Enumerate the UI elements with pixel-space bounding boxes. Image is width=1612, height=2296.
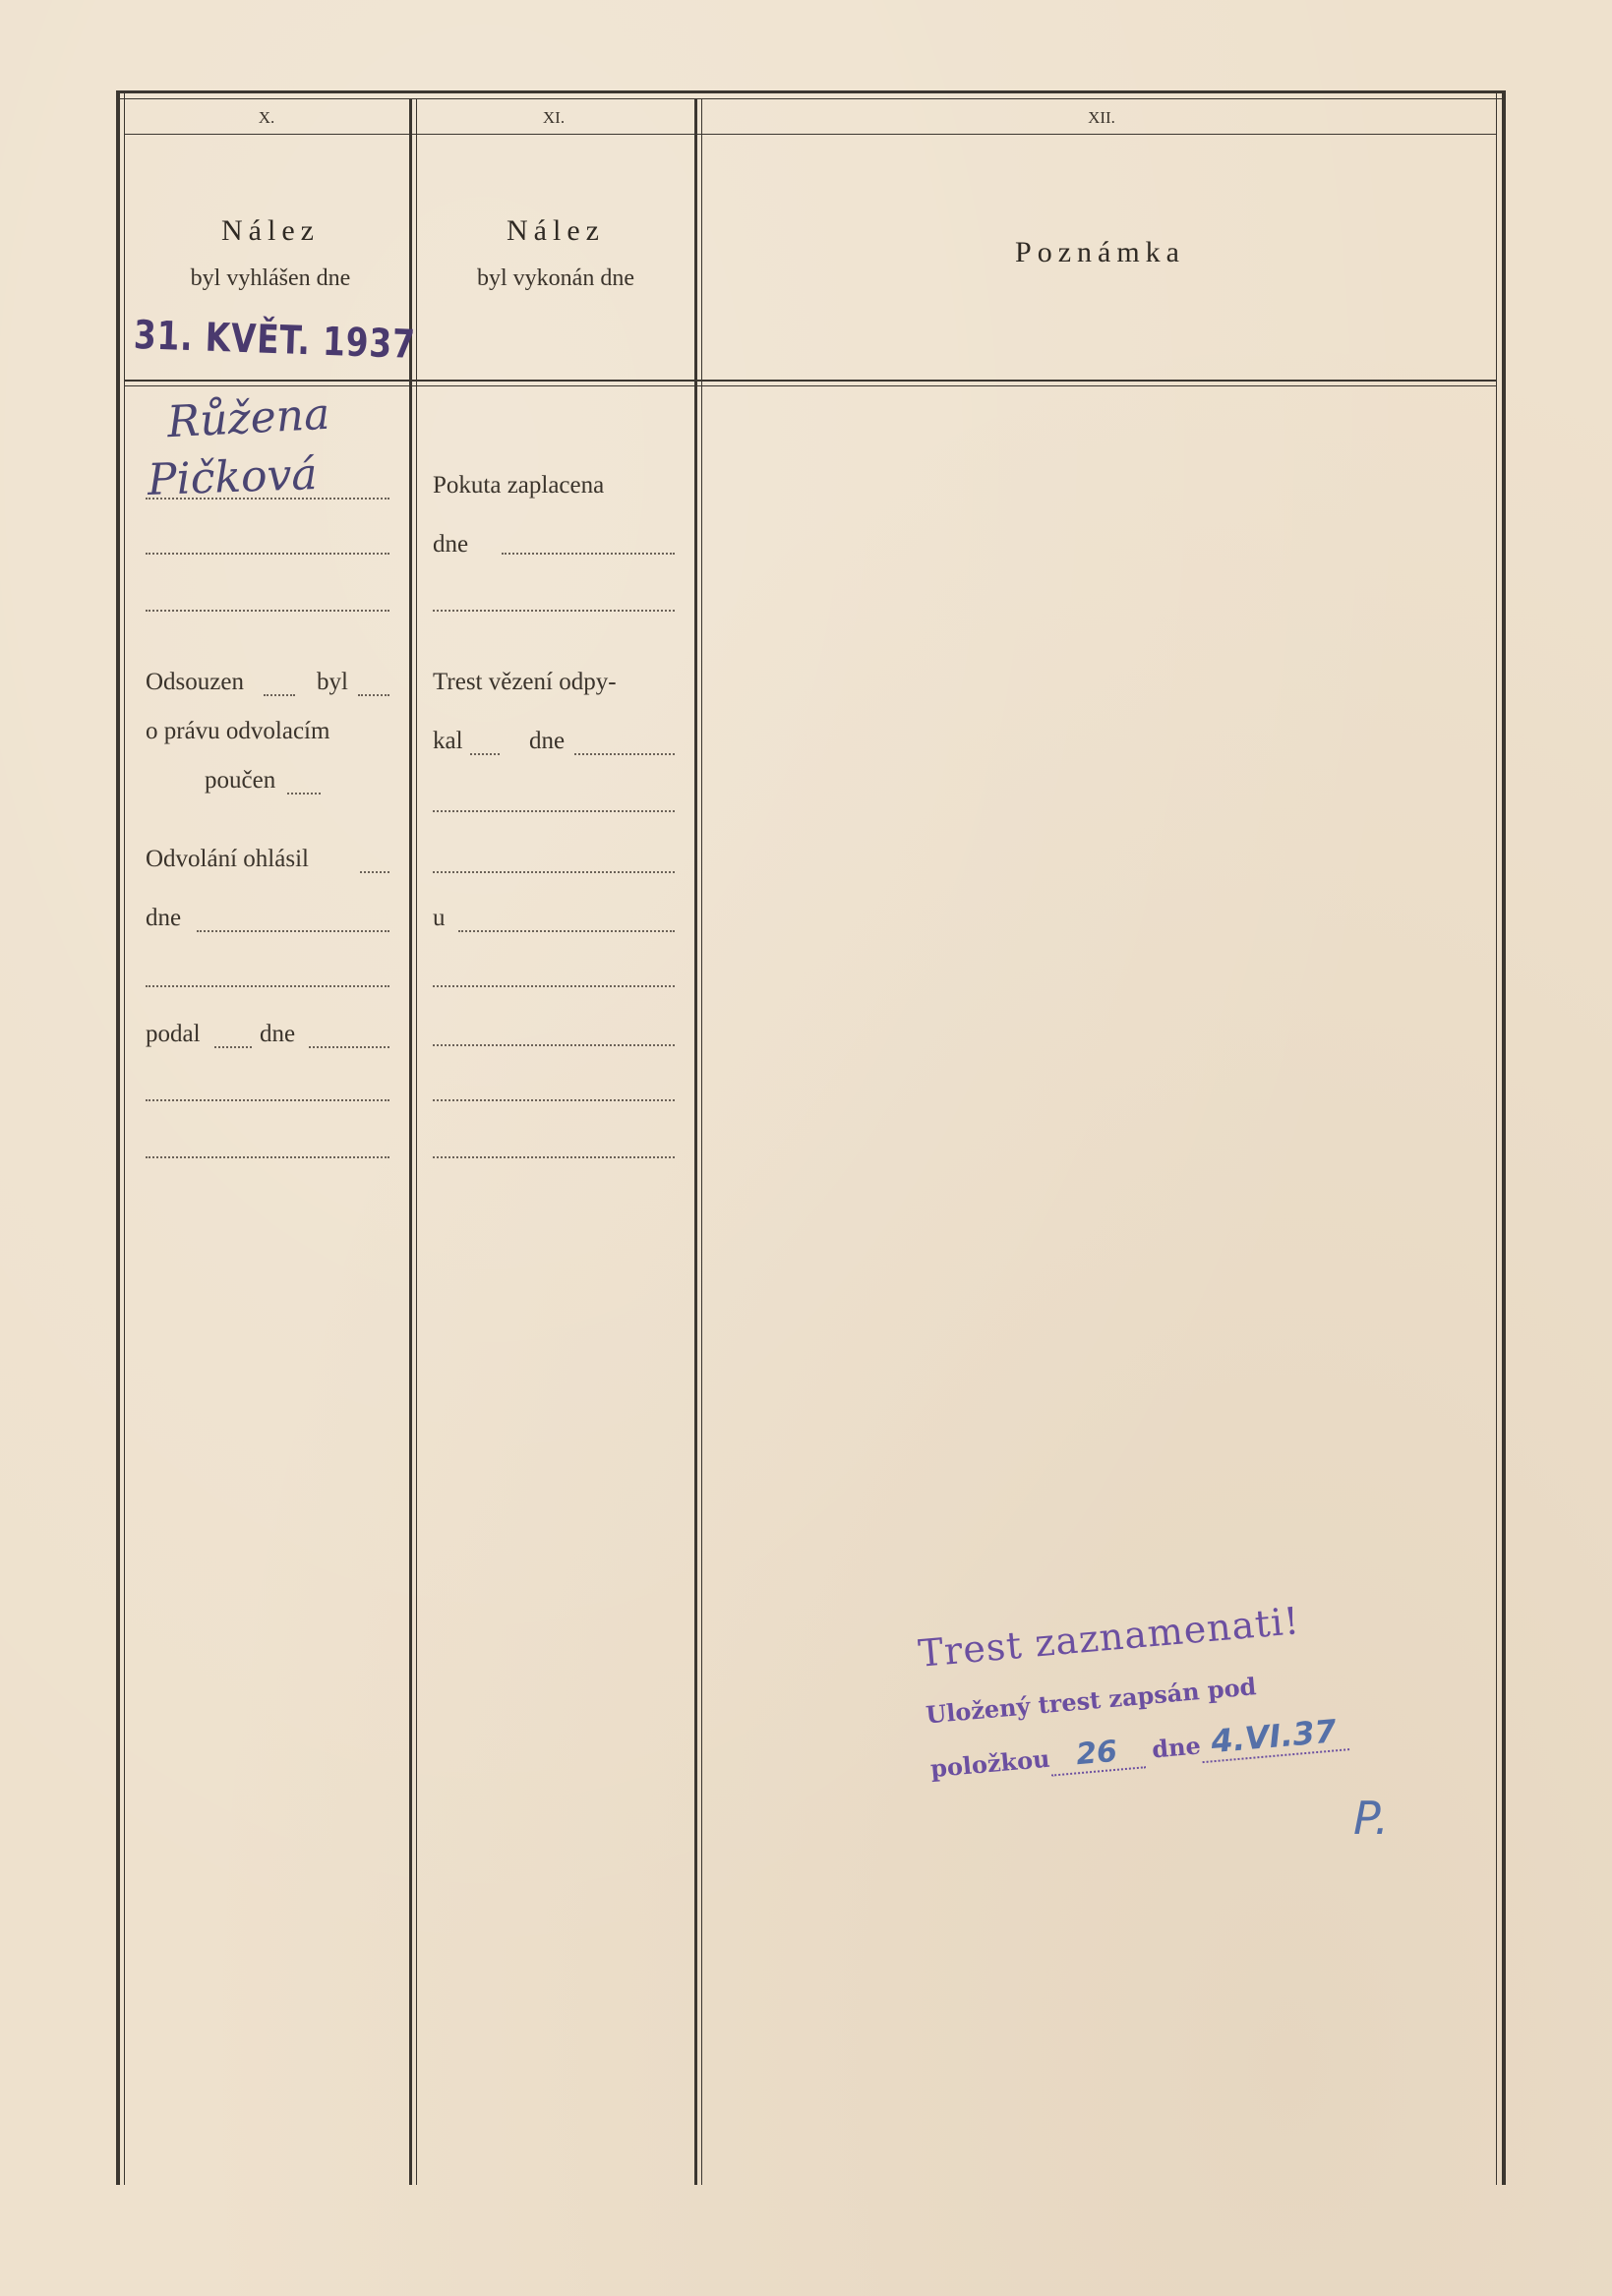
label-pokuta-dne: dne bbox=[433, 531, 469, 558]
dotted-line bbox=[197, 930, 389, 932]
label-odsouzen: Odsouzen bbox=[146, 669, 244, 695]
dotted-line bbox=[360, 871, 389, 873]
dotted-line bbox=[146, 610, 389, 612]
column-xi-subtitle: byl vykonán dne bbox=[477, 265, 634, 291]
dotted-line bbox=[309, 1046, 389, 1048]
dotted-line bbox=[433, 1044, 675, 1046]
stamp-polozka-label: položkou bbox=[928, 1743, 1051, 1784]
dotted-line bbox=[470, 753, 500, 755]
dotted-line bbox=[433, 810, 675, 812]
dotted-line bbox=[433, 1156, 675, 1158]
dotted-line bbox=[264, 694, 295, 696]
label-trest-vezeni: Trest vězení odpy- bbox=[433, 669, 617, 695]
date-stamp: 31. KVĚT. 1937 bbox=[133, 313, 417, 368]
handwritten-date: 4.VI.37 bbox=[1209, 1712, 1339, 1761]
label-podal-dne: dne bbox=[260, 1021, 296, 1047]
dotted-line bbox=[214, 1046, 252, 1048]
dotted-line bbox=[358, 694, 389, 696]
label-podal: podal bbox=[146, 1021, 201, 1047]
stamp-text: Uložený trest zapsán pod bbox=[925, 1672, 1258, 1730]
dotted-line bbox=[502, 553, 675, 555]
handwritten-initial: P. bbox=[1353, 1792, 1390, 1845]
label-byl: byl bbox=[317, 669, 348, 695]
dotted-line bbox=[146, 553, 389, 555]
column-xi-title: Nález bbox=[507, 214, 605, 247]
stamp-dne-label: dne bbox=[1151, 1731, 1202, 1764]
label-poucen: poučen bbox=[205, 767, 276, 794]
dotted-line bbox=[433, 871, 675, 873]
column-xii-title: Poznámka bbox=[1015, 236, 1185, 268]
label-odvolani-ohlasil: Odvolání ohlásil bbox=[146, 846, 309, 872]
label-trest-dne: dne bbox=[529, 728, 566, 754]
column-number-xii: XII. bbox=[1088, 108, 1115, 127]
label-trest-kal: kal bbox=[433, 728, 463, 754]
dotted-line bbox=[146, 498, 389, 500]
column-number-xi: XI. bbox=[542, 108, 566, 127]
dotted-line bbox=[146, 1099, 389, 1101]
signature-first-name: Růžena bbox=[165, 388, 331, 448]
dotted-line bbox=[574, 753, 675, 755]
column-x-title: Nález bbox=[221, 214, 320, 247]
dotted-line bbox=[458, 930, 675, 932]
dotted-line bbox=[146, 1156, 389, 1158]
label-o-pravu-odvolacim: o právu odvolacím bbox=[146, 718, 330, 744]
handwritten-polozka: 26 bbox=[1074, 1734, 1119, 1773]
dotted-line bbox=[146, 985, 389, 987]
label-pokuta-zaplacena: Pokuta zaplacena bbox=[433, 472, 605, 499]
column-number-x: X. bbox=[258, 108, 275, 127]
dotted-line bbox=[433, 610, 675, 612]
stamp-heading: Trest zaznamenati! bbox=[917, 1599, 1302, 1676]
label-dne: dne bbox=[146, 905, 182, 931]
column-x-subtitle: byl vyhlášen dne bbox=[190, 265, 351, 291]
signature-surname: Pičková bbox=[147, 449, 319, 505]
dotted-line bbox=[287, 793, 321, 795]
label-u: u bbox=[433, 905, 446, 931]
dotted-line bbox=[433, 985, 675, 987]
dotted-line bbox=[433, 1099, 675, 1101]
